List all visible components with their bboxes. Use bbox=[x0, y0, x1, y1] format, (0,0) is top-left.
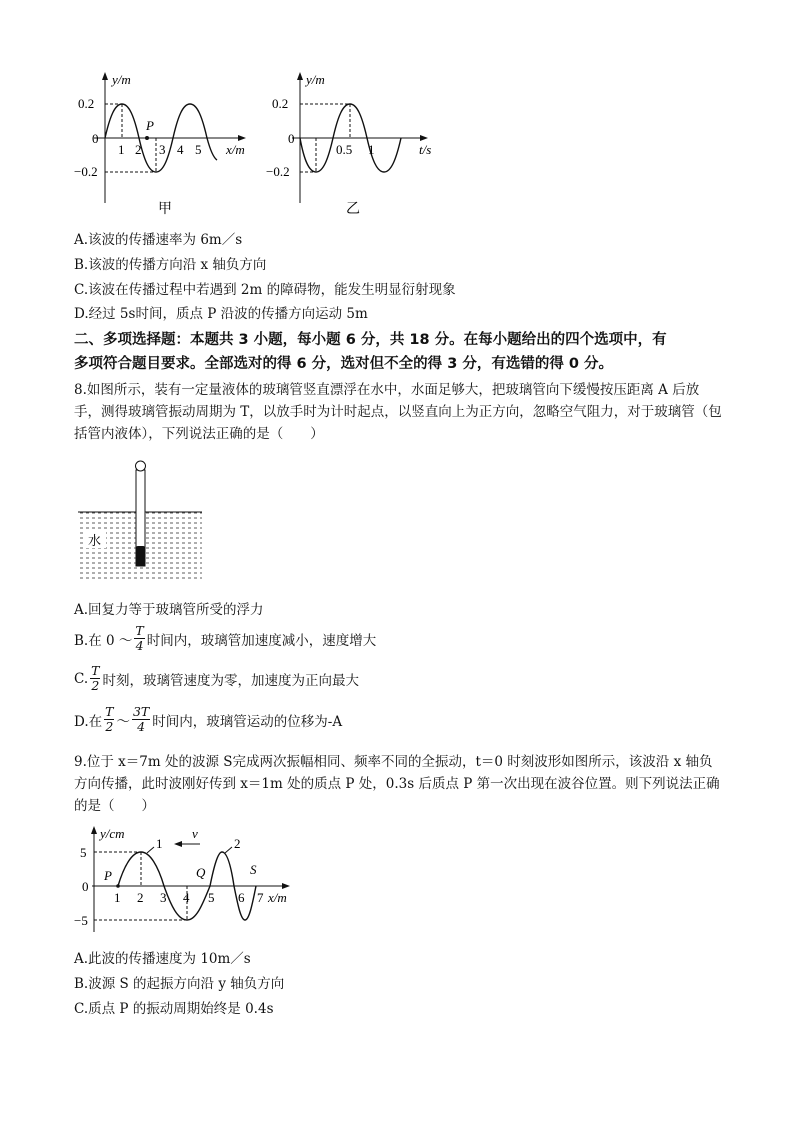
q7-option-b: B.该波的传播方向沿 x 轴负方向 bbox=[74, 257, 267, 273]
origin-label: 0 bbox=[82, 879, 89, 894]
point-p bbox=[116, 884, 120, 888]
velocity-arrow-head bbox=[174, 841, 182, 847]
y-axis-label: y/cm bbox=[100, 826, 125, 841]
label-1-leader bbox=[147, 847, 154, 853]
section-heading-line2: 多项符合题目要求。全部选对的得 6 分，选对但不全的得 3 分，有选错的得 0 分。 bbox=[74, 356, 614, 372]
t-axis-arrow bbox=[420, 135, 428, 141]
y-tick-neg: −5 bbox=[74, 913, 88, 928]
x-axis-arrow bbox=[282, 883, 290, 889]
fraction-3t-over-4: $\frac{3T}{4}$ bbox=[132, 704, 150, 734]
t-tick: 0.5 bbox=[336, 142, 353, 157]
q7-option-d: D.经过 5s时间，质点 P 沿波的传播方向运动 5m bbox=[74, 306, 368, 322]
q9-option-c: C.质点 P 的振动周期始终是 0.4s bbox=[74, 1001, 274, 1017]
section-heading-line1: 二、多项选择题：本题共 3 小题，每小题 6 分，共 18 分。在每小题给出的四个选项中，有 bbox=[74, 332, 667, 348]
y-tick-neg: −0.2 bbox=[266, 164, 290, 179]
fraction-t-over-2: $\frac{T}{2}$ bbox=[91, 663, 100, 693]
q8-option-d: D.在 $\frac{T}{2}$ ～ $\frac{3T}{4}$ 时间内，玻璃管运动的位移为-A bbox=[74, 704, 343, 734]
q8-option-a: A.回复力等于玻璃管所受的浮力 bbox=[74, 602, 264, 618]
label-2-leader bbox=[225, 847, 232, 853]
x-tick: 2 bbox=[137, 890, 144, 905]
y-tick-pos: 5 bbox=[80, 845, 87, 860]
velocity-label: v bbox=[192, 826, 198, 841]
y-axis-arrow bbox=[297, 72, 303, 80]
y-axis-arrow bbox=[102, 72, 108, 80]
wave-label-1: 1 bbox=[156, 836, 163, 851]
q8-stem: 8.如图所示，装有一定量液体的玻璃管竖直漂浮在水中，水面足够大，把玻璃管向下缓慢按压距离 A 后放手，测得玻璃管振动周期为 T，以放手时为计时起点，以竖直向上为正方向，忽略空气阻力，对于玻璃管（包括管内液体），下列说法正确的是（ ） bbox=[74, 382, 722, 442]
water-label: 水 bbox=[88, 533, 102, 548]
x-axis-arrow bbox=[238, 135, 246, 141]
y-tick-pos: 0.2 bbox=[78, 96, 95, 111]
fraction-t-over-2: $\frac{T}{2}$ bbox=[105, 704, 114, 734]
fraction-t-over-4: $\frac{T}{4}$ bbox=[135, 623, 144, 653]
wave-label-2: 2 bbox=[234, 836, 241, 851]
point-p bbox=[145, 136, 149, 140]
x-tick: 4 bbox=[183, 890, 190, 905]
x-tick: 5 bbox=[195, 142, 202, 157]
x-tick: 7 bbox=[257, 890, 264, 905]
t-axis-label: t/s bbox=[419, 142, 432, 157]
q9-stem: 9.位于 x＝7m 处的波源 S完成两次振幅相同、频率不同的全振动，t＝0 时刻波形如图所示，该波沿 x 轴负方向传播，此时波刚好传到 x＝1m 处的质点 P 处，0.3s 后质点 P 第一次出现在波谷位置。则下列说法正确的是（ ） bbox=[74, 754, 720, 814]
y-tick-pos: 0.2 bbox=[272, 96, 289, 111]
x-tick: 1 bbox=[114, 890, 121, 905]
figure-caption: 甲 bbox=[158, 202, 172, 217]
figure-caption: 乙 bbox=[346, 202, 360, 217]
x-tick: 2 bbox=[135, 142, 142, 157]
floating-tube-figure bbox=[74, 456, 214, 591]
q7-option-a: A.该波的传播速率为 6m／s bbox=[74, 232, 243, 248]
point-p-label: P bbox=[146, 118, 154, 133]
q7-option-c: C.该波在传播过程中若遇到 2m 的障碍物，能发生明显衍射现象 bbox=[74, 282, 456, 298]
x-tick: 1 bbox=[118, 142, 125, 157]
x-axis-label: x/m bbox=[226, 142, 245, 157]
point-s-label: S bbox=[250, 862, 257, 877]
wave-graph-jia bbox=[74, 68, 264, 218]
y-tick-neg: −0.2 bbox=[74, 164, 98, 179]
x-tick: 3 bbox=[160, 890, 167, 905]
q8-option-b: B.在 0 ～ $\frac{T}{4}$ 时间内，玻璃管加速度减小，速度增大 bbox=[74, 623, 377, 653]
wave-graph-yi bbox=[264, 68, 454, 218]
x-tick: 4 bbox=[177, 142, 184, 157]
origin-label: 0 bbox=[92, 131, 99, 146]
x-tick: 3 bbox=[159, 142, 166, 157]
point-p-label: P bbox=[104, 868, 112, 883]
point-q-label: Q bbox=[196, 865, 206, 880]
q9-option-b: B.波源 S 的起振方向沿 y 轴负方向 bbox=[74, 976, 285, 992]
x-tick: 6 bbox=[238, 890, 245, 905]
x-tick: 5 bbox=[208, 890, 215, 905]
y-axis-arrow bbox=[91, 826, 97, 834]
wave-graph-q9 bbox=[74, 822, 299, 937]
y-axis-label: y/m bbox=[306, 72, 325, 87]
y-axis-label: y/m bbox=[112, 72, 131, 87]
t-tick: 1 bbox=[368, 142, 375, 157]
tube-top-bulb bbox=[136, 461, 146, 471]
q9-option-a: A.此波的传播速度为 10m／s bbox=[74, 951, 251, 967]
tube-liquid bbox=[136, 546, 145, 566]
x-axis-label: x/m bbox=[268, 890, 287, 905]
q8-option-c: C. $\frac{T}{2}$ 时刻，玻璃管速度为零，加速度为正向最大 bbox=[74, 663, 359, 693]
origin-label: 0 bbox=[288, 131, 295, 146]
